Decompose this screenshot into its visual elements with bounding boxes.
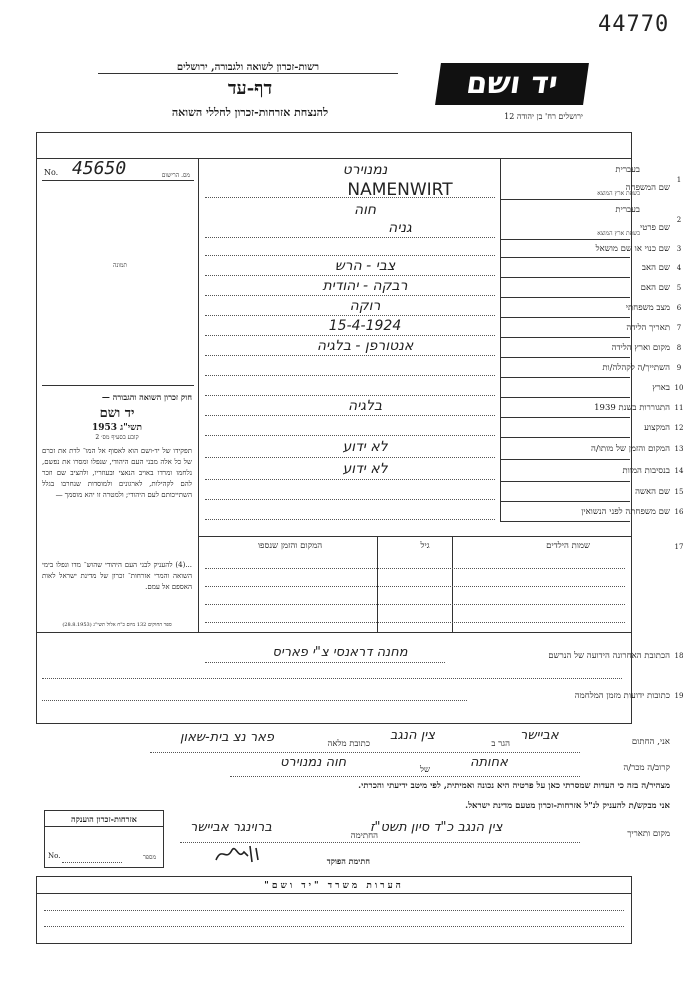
field-17-num: 17: [674, 543, 684, 551]
field-12-label: המקצוע: [644, 423, 670, 433]
decl-name: אביישר: [520, 728, 559, 743]
field-10-label: בארץ: [652, 383, 670, 393]
field-2-value: חוה: [353, 202, 377, 218]
authority-line: רשות-זכרון לשואה ולגבורה, ירושלים: [98, 62, 398, 74]
field-13-value: לא ידוע: [342, 439, 388, 455]
certificate-no-label: No.: [48, 852, 61, 860]
decl-pre: אני, החתום: [631, 737, 670, 747]
children-place-header: המקום והזמן שנספו: [257, 541, 323, 551]
last-address-label: הכתובת האחרונה הידועה של הנרשם: [548, 651, 670, 661]
field-2-value-origin: גניה: [388, 220, 412, 236]
field-19-num: 19: [674, 692, 684, 700]
field-1-hebrew-tag: בעברית: [615, 165, 640, 175]
decl-mid: הגר ב: [491, 739, 510, 749]
reg-no-value: 45650: [72, 158, 127, 179]
law-year: תשי"ג 1953: [91, 423, 143, 433]
field-5-label: שם האם: [640, 283, 670, 293]
field-6-label: מצב משפחתי: [625, 303, 670, 313]
certificate-title: אזרחות-זכרון הוענקה: [71, 814, 137, 824]
law-text-2: ...(4) להעניק לבני העם היהודי שהוש־ מדו ונפלו בימי השואה והמרי אזרחות־ זכרון של מדינת ישראל לאות האספם אל עמם.: [42, 561, 192, 591]
sign-label: החתימה: [350, 831, 378, 841]
war-address-label: כתובות ידועות מזמן המלחמה: [574, 691, 670, 701]
field-3-label: שם כנוי או שם מושאל: [595, 244, 670, 254]
field-6-value: רוקה: [349, 298, 381, 314]
field-14-num: 14: [674, 467, 684, 475]
field-9-label: השתייך/ה לקהלה/ות: [602, 363, 670, 373]
field-13-label: המקום והזמן של מותו/ה: [590, 444, 670, 454]
field-13-num: 13: [674, 445, 684, 453]
law-title: חוק זכרון השואה והגבורה —: [101, 392, 192, 402]
official-signature-icon: [212, 842, 262, 866]
decl-subject-name: חוה נמנוירט: [280, 755, 347, 770]
decl-relation: אחותה: [470, 755, 508, 770]
signature-value: ברוינגר אביישר: [190, 820, 272, 835]
decl-statement: מצהיר/ה בזה כי העדות שמסרתי כאן על פרטיה היא נכונה ואמיתית, לפי מיטב ידיעתי והכרתי.: [358, 781, 670, 791]
field-16-num: 16: [674, 508, 684, 516]
reg-no-label: No.: [44, 168, 59, 177]
place-date-label: מקום ותאריך: [627, 829, 670, 839]
photo-label: תמונה: [112, 262, 128, 269]
law-footer: ספר החוקים 132 מיום כ"ח אלול תשי"ג (28.8.1953): [62, 622, 172, 628]
field-7-num: 7: [676, 324, 682, 332]
field-2-label: שם פרטי: [639, 223, 670, 233]
field-8-num: 8: [676, 344, 682, 352]
logo-address: ירושלים רח' בן יהודה 12: [504, 112, 583, 121]
decl-relation-label: קרוב/ה מכר/ה: [623, 763, 670, 773]
children-names-header: שמות הילדים: [546, 541, 590, 551]
place-date-value: צין הנגב כ"ד סיון תשט"ז: [370, 820, 503, 835]
field-3-num: 3: [676, 245, 682, 253]
field-14-value: לא ידוע: [342, 461, 388, 477]
last-address-value: מחנה דראנסי צ"י פאריס: [272, 645, 408, 660]
field-11-label: התגוררות בשנת 1939: [594, 403, 670, 413]
official-signature-label: חתימת הפוקד: [326, 856, 370, 866]
field-2-num: 2: [676, 216, 682, 224]
field-14-label: בנסיבות המוות: [622, 466, 670, 476]
page-title: דף-עד: [227, 78, 273, 99]
field-4-label: שם האב: [641, 263, 670, 273]
field-1-value: נמנוירט: [342, 162, 388, 178]
field-7-label: תאריך הלידה: [626, 323, 670, 333]
field-6-num: 6: [676, 304, 682, 312]
field-7-value: 15-4-1924: [328, 318, 402, 334]
field-5-num: 5: [676, 284, 682, 292]
field-1-origin-tag: בשפת ארץ המוצא: [597, 190, 640, 197]
law-sub: קובע בסעיף מס׳ 2: [95, 434, 139, 441]
law-text: תפקידו של יד-ושם הוא לאסוף אל המו־ לדת את זכרם של כל אלה מבני העם היהודי, שנפלו ומסרו את נפשם, נלחמו ומרדו באויב הנאצי ובעוזריו, ולהציב שם וזכר להם לקהילות, לארגונים ולמוסדות שנחרבו בגלל השתייכותם לעם היהודי; ולמטרה זו יהא מוסמך —: [42, 447, 192, 499]
certificate-no-he: מספר: [142, 854, 156, 861]
decl-addr-label: כתובת מלאה: [327, 739, 370, 749]
field-1-value-origin: NAMENWIRT: [347, 180, 453, 200]
document-number: 44770: [598, 12, 670, 37]
children-age-header: גיל: [420, 541, 430, 551]
field-2-origin-tag: בשפת ארץ המוצא: [597, 230, 640, 237]
field-11-value: בלגיה: [347, 398, 383, 414]
law-name: יד ושם: [99, 406, 135, 421]
field-12-num: 12: [674, 424, 684, 432]
reg-no-he: מס. הרישום: [161, 172, 190, 179]
decl-city: צין הנגב: [390, 728, 435, 743]
field-15-num: 15: [674, 488, 684, 496]
field-8-value: אנטורפן - בלגיה: [316, 338, 414, 354]
field-9-num: 9: [676, 364, 682, 372]
decl-of: של: [420, 765, 430, 775]
field-1-label: שם המשפחה: [625, 183, 670, 193]
field-4-value: צבי - הרש: [334, 258, 396, 274]
field-8-label: מקום וארץ הלידה: [611, 343, 670, 353]
field-11-num: 11: [674, 404, 684, 412]
yad-vashem-logo: יד ושם: [435, 63, 589, 105]
field-2-hebrew-tag: בעברית: [615, 205, 640, 215]
field-5-value: רבקה - יהודית: [322, 278, 408, 294]
field-16-label: שם משפחתה לפני הנשואין: [581, 507, 670, 517]
decl-request: אני מבקש/ת להעניק לנ"ל אזרחות-זכרון מטעם מדינת ישראל.: [465, 801, 670, 811]
office-notes-title: הערות משרד "יד ושם": [264, 881, 404, 891]
field-18-num: 18: [674, 652, 684, 660]
field-10-num: 10: [674, 384, 684, 392]
field-15-label: שם האשה: [635, 487, 670, 497]
decl-addr: פאר נצ בית-שאון: [180, 730, 274, 745]
field-1-num: 1: [676, 176, 682, 184]
page-subtitle: להנצחת אזרחות-זכרון לחללי השואה: [171, 106, 329, 119]
field-4-num: 4: [676, 264, 682, 272]
